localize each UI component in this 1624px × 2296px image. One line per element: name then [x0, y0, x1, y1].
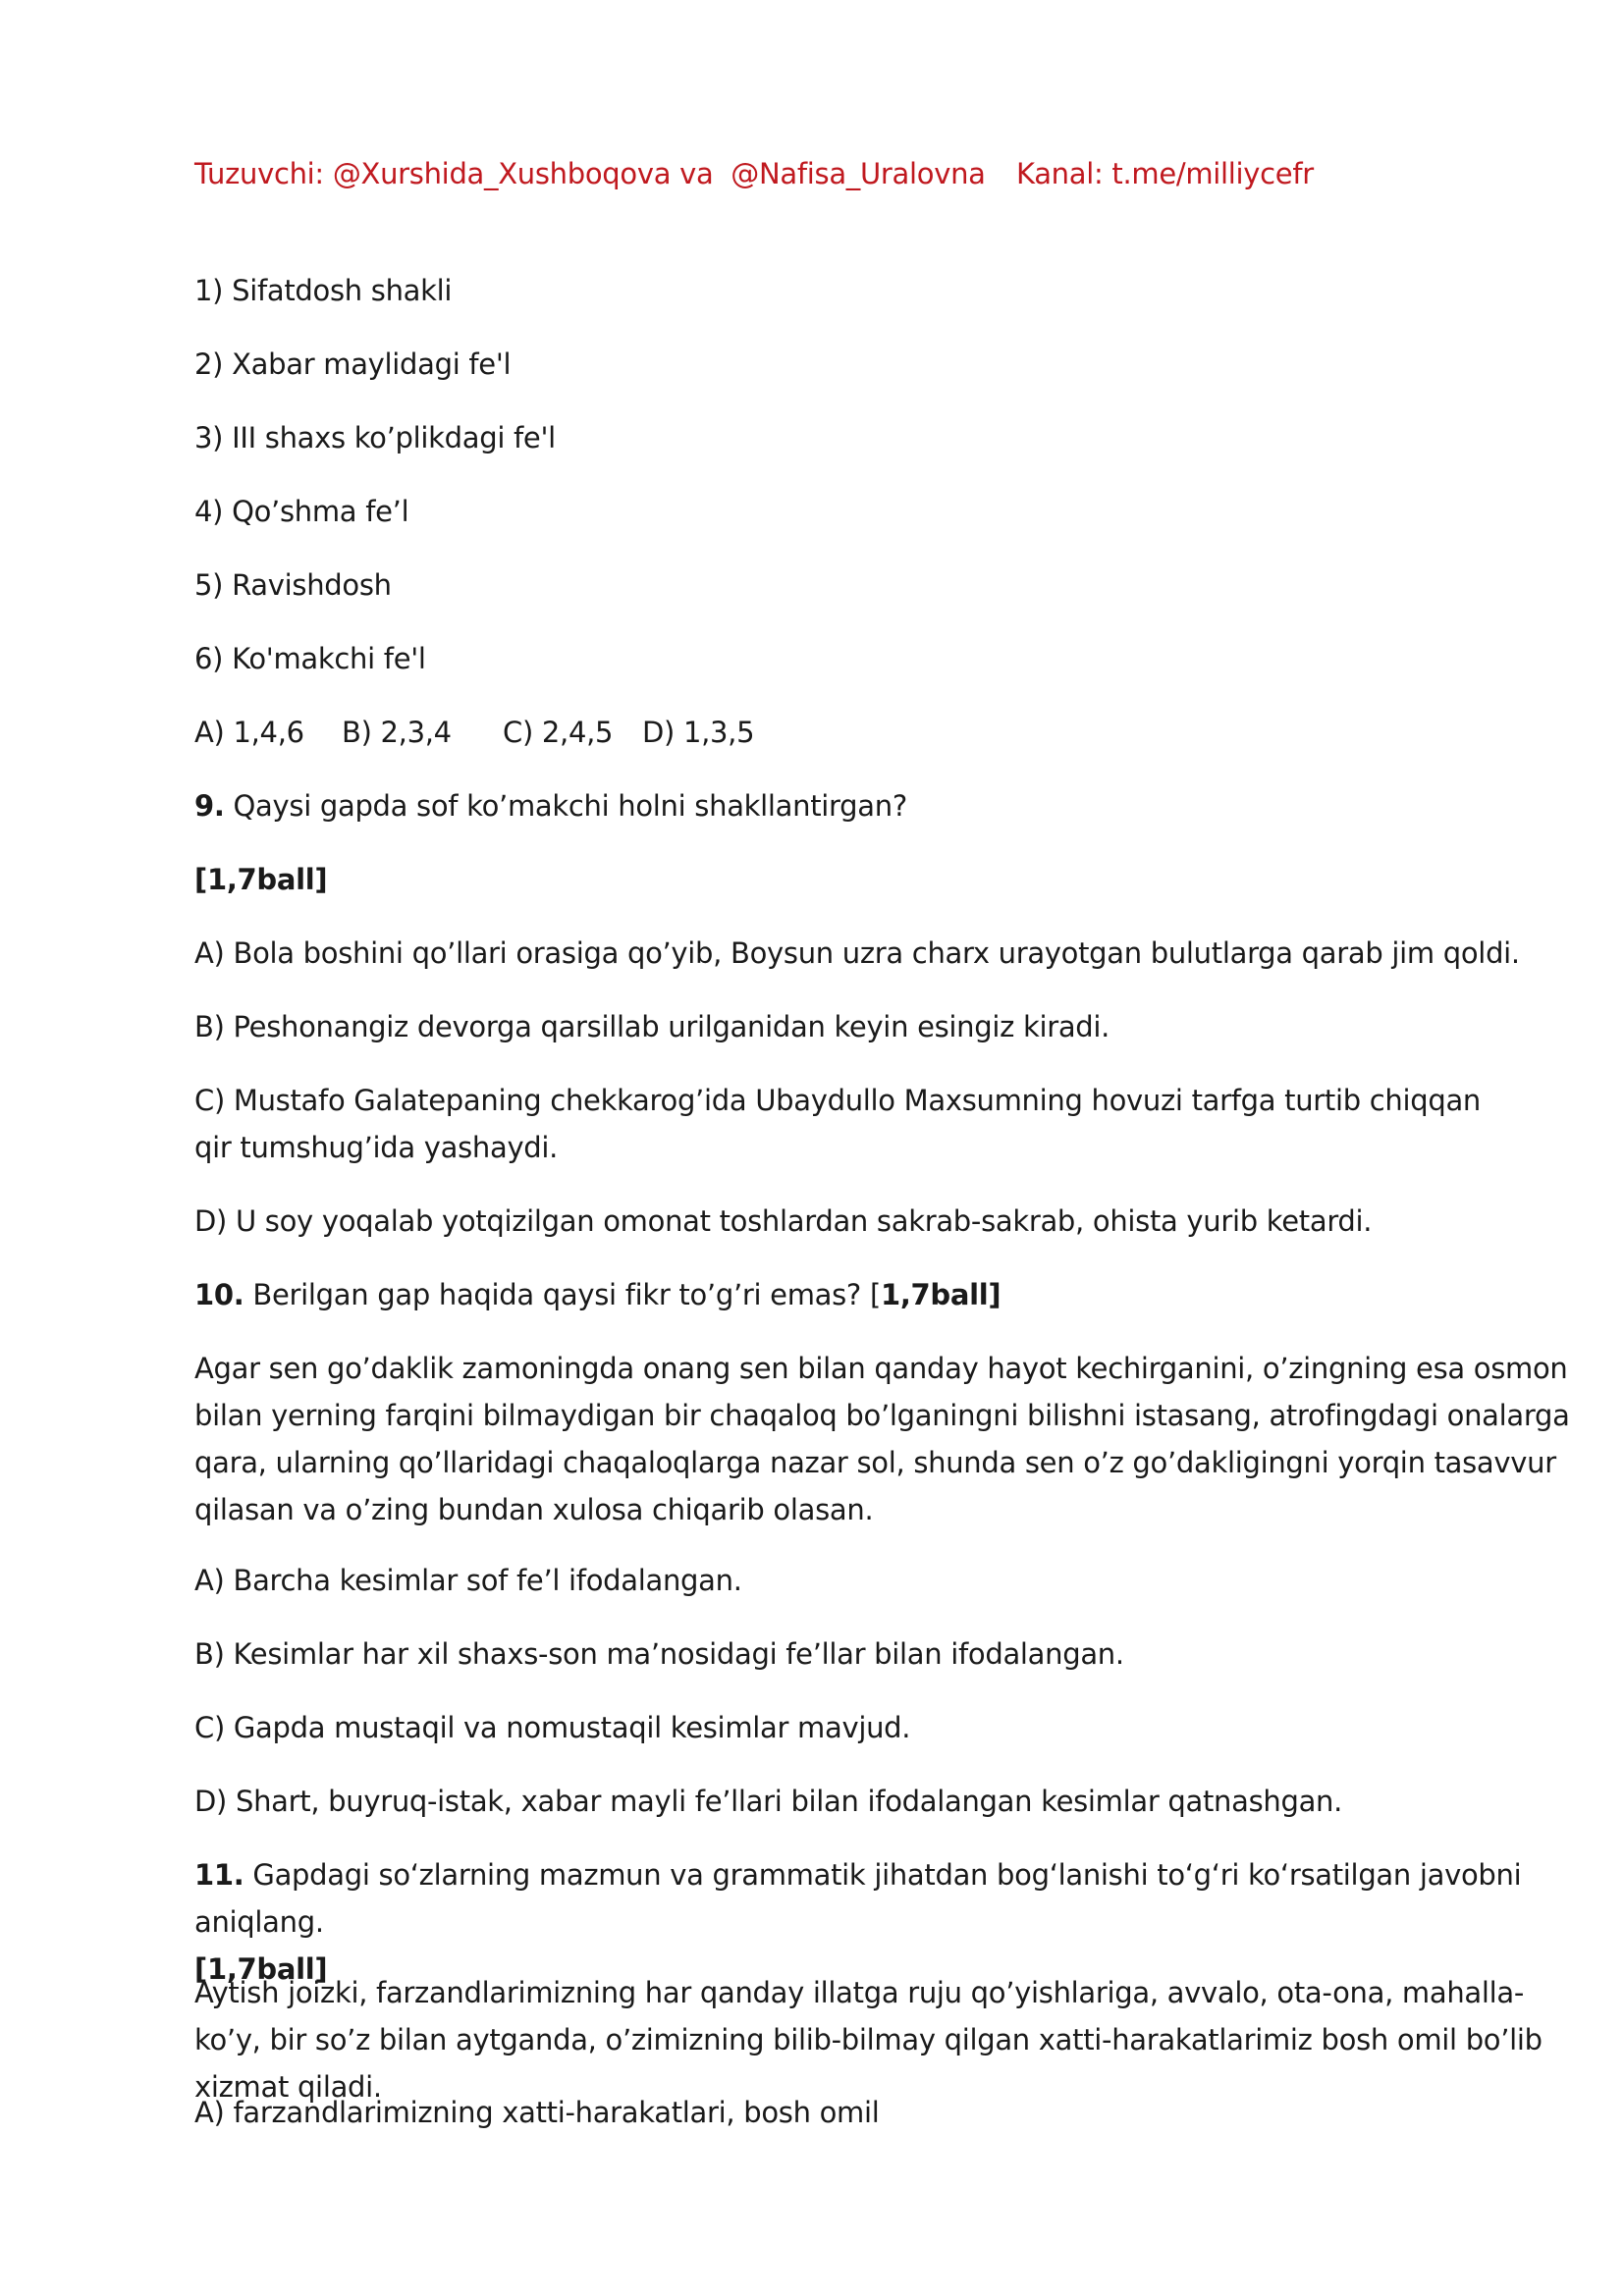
page-header: [194, 157, 1471, 196]
authors-text: Tuzuvchi: @Xurshida_Xushboqova va @Nafisa_Uralovna: [194, 157, 986, 190]
question-text: Berilgan gap haqida qaysi fikr to’g’ri emas? [: [244, 1278, 881, 1311]
question-text: Gapdagi so‘zlarning mazmun va grammatik jihatdan bog‘lanishi to‘g‘ri ko‘rsatilgan javobni aniqlang.: [194, 1858, 1522, 1939]
q9-option-c: C) Mustafo Galatepaning chekkarog’ida Ubaydullo Maxsumning hovuzi tarfga turtib chiqqan qir tumshug’ida yashaydi.: [194, 1084, 1482, 1164]
list-item: 4) Qo’shma fe’l: [194, 495, 409, 528]
q10-option-c: C) Gapda mustaqil va nomustaqil kesimlar mavjud.: [194, 1711, 911, 1744]
q9-option-b: B) Peshonangiz devorga qarsillab urilganidan keyin esingiz kiradi.: [194, 1010, 1110, 1043]
question-9: [194, 782, 907, 829]
list-item: 3) III shaxs ko’plikdagi fe'l: [194, 421, 556, 454]
channel-link[interactable]: Kanal: t.me/milliycefr: [1016, 157, 1314, 190]
score-label: 1,7ball]: [880, 1278, 1001, 1311]
list-item: 2) Xabar maylidagi fe'l: [194, 347, 512, 381]
q8-option-d: D) 1,3,5: [642, 716, 755, 749]
list-item: 6) Ko'makchi fe'l: [194, 642, 426, 675]
q11-passage: Aytish joizki, farzandlarimizning har qanday illatga ruju qo’yishlariga, avvalo, ota-ona, mahalla-ko’y, bir so’z bilan aytganda, o’zimizning bilib-bilmay qilgan xatti-harakatlarimiz bosh omil bo’lib xizmat qiladi.: [194, 1976, 1543, 2104]
q9-score: [194, 856, 327, 903]
q10-option-b: B) Kesimlar har xil shaxs-son ma’nosidagi fe’llar bilan ifodalangan.: [194, 1637, 1124, 1671]
question-number: 9.: [194, 789, 225, 823]
question-number: 10.: [194, 1278, 244, 1311]
score-label: [1,7ball]: [194, 1952, 328, 1986]
q10-option-a: A) Barcha kesimlar sof fe’l ifodalangan.: [194, 1564, 742, 1597]
q9-option-d: D) U soy yoqalab yotqizilgan omonat toshlardan sakrab-sakrab, ohista yurib ketardi.: [194, 1204, 1373, 1238]
q8-option-c: C) 2,4,5: [503, 716, 614, 749]
score-label: [1,7ball]: [194, 863, 328, 896]
q9-option-a: A) Bola boshini qo’llari orasiga qo’yib, Boysun uzra charx urayotgan bulutlarga qarab jim qoldi.: [194, 936, 1520, 970]
list-item: 5) Ravishdosh: [194, 568, 392, 602]
q8-option-a: A) 1,4,6: [194, 716, 304, 749]
list-item: 1) Sifatdosh shakli: [194, 274, 453, 307]
q8-options: [194, 709, 1078, 756]
q8-option-b: B) 2,3,4: [342, 716, 452, 749]
question-text: Qaysi gapda sof ko’makchi holni shakllantirgan?: [224, 789, 907, 823]
question-10: [194, 1271, 1001, 1318]
question-number: 11.: [194, 1858, 244, 1892]
q11-option-a: A) farzandlarimizning xatti-harakatlari, bosh omil: [194, 2096, 880, 2129]
q10-passage: Agar sen go’daklik zamoningda onang sen bilan qanday hayot kechirganini, o’zingning esa osmon bilan yerning farqini bilmaydigan bir chaqaloq bo’lganingni bilishni istasang, atrofingdagi onalarga qara, ularning qo’llaridagi chaqaloqlarga nazar sol, shunda sen o’z go’dakligingni yorqin tasavvur qilasan va o’zing bundan xulosa chiqarib olasan.: [194, 1352, 1570, 1526]
q10-option-d: D) Shart, buyruq-istak, xabar mayli fe’llari bilan ifodalangan kesimlar qatnashgan.: [194, 1785, 1343, 1818]
